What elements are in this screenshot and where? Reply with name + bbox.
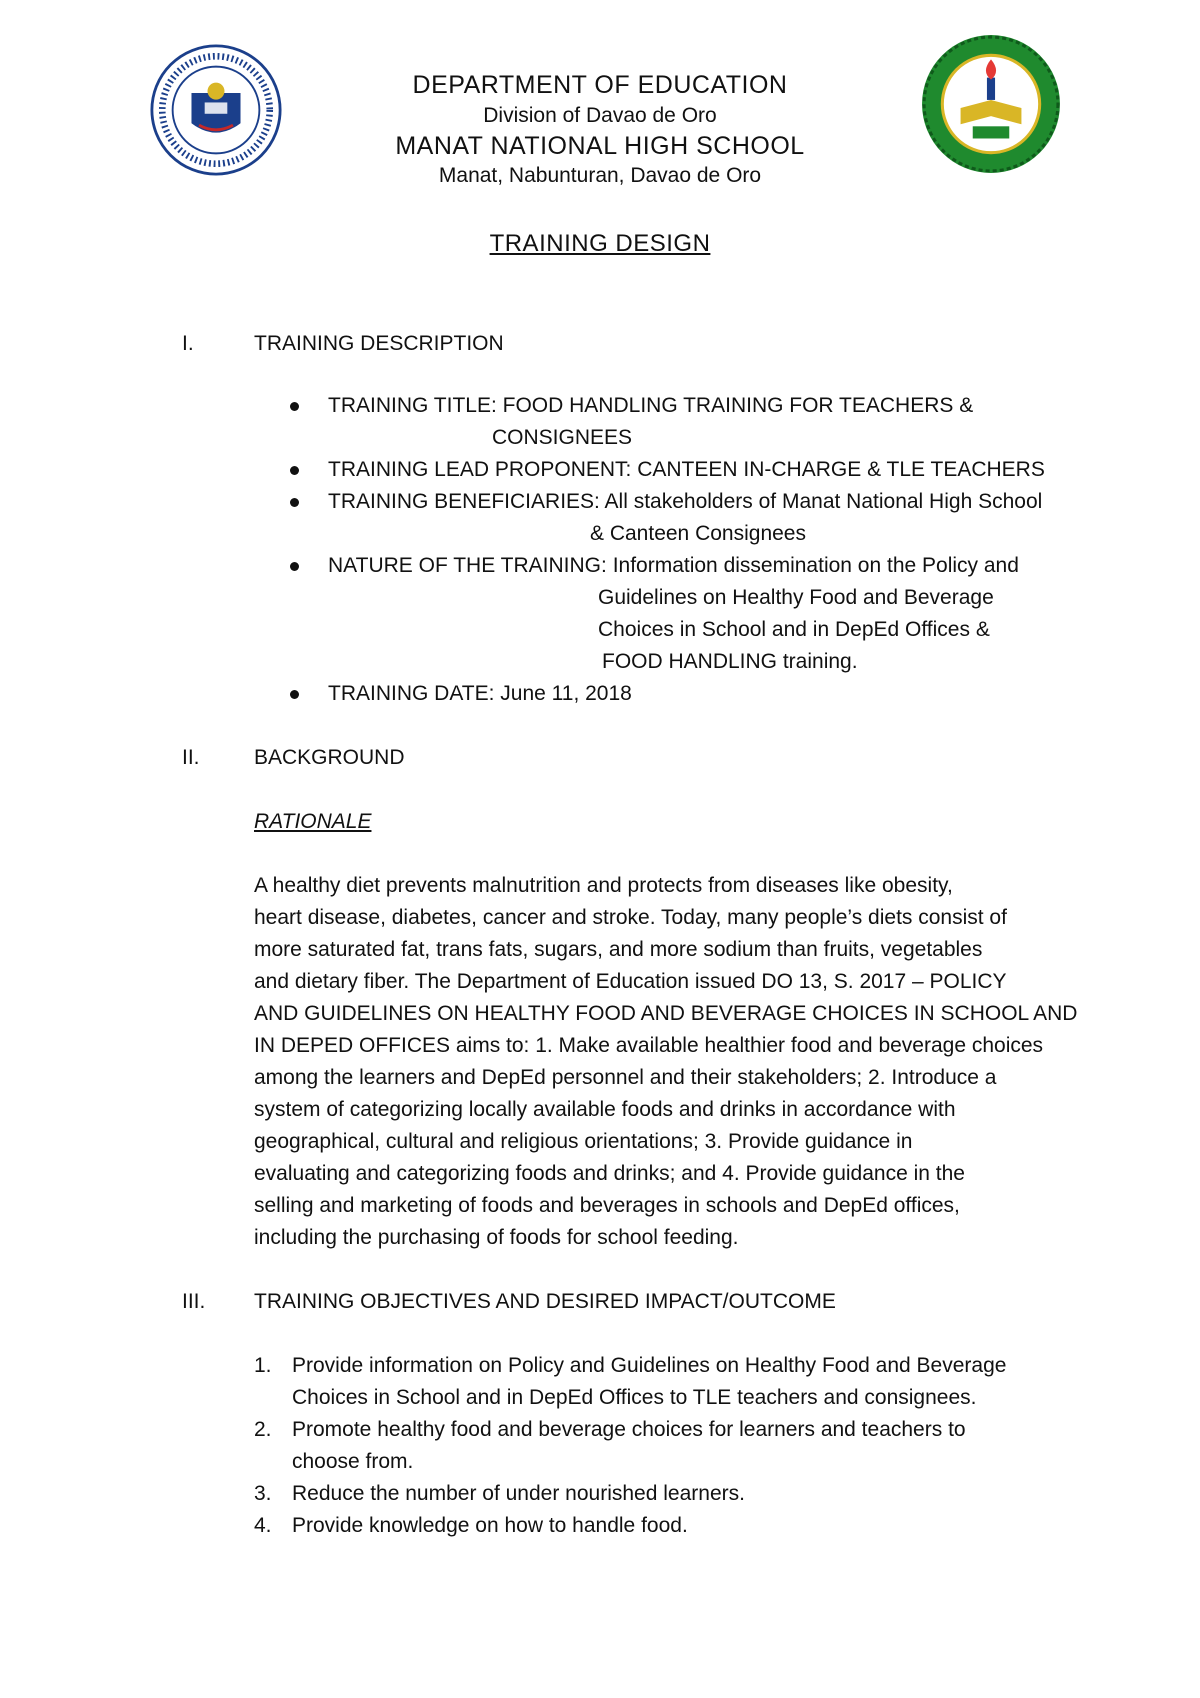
paragraph-line: evaluating and categorizing foods and drinks; and 4. Provide guidance in the xyxy=(254,1162,965,1185)
objectives-list xyxy=(254,1350,1094,1542)
objective-item xyxy=(254,1350,1094,1414)
section-title: TRAINING OBJECTIVES AND DESIRED IMPACT/OUTCOME xyxy=(254,1290,836,1313)
objective-line: Promote healthy food and beverage choices for learners and teachers to xyxy=(292,1418,966,1441)
bullet-line: & Canteen Consignees xyxy=(590,522,806,545)
bullet-line: TRAINING BENEFICIARIES: All stakeholders of Manat National High School xyxy=(328,490,1043,513)
objective-line: Reduce the number of under nourished learners. xyxy=(292,1482,745,1505)
bullet-icon xyxy=(290,690,299,699)
paragraph-line: selling and marketing of foods and beverages in schools and DepEd offices, xyxy=(254,1194,960,1217)
paragraph-line: geographical, cultural and religious orientations; 3. Provide guidance in xyxy=(254,1130,913,1153)
section-number: III. xyxy=(182,1290,206,1313)
section-number: II. xyxy=(182,746,200,769)
paragraph-line: among the learners and DepEd personnel and their stakeholders; 2. Introduce a xyxy=(254,1066,997,1089)
objective-item xyxy=(254,1478,1094,1510)
paragraph-line: more saturated fat, trans fats, sugars, and more sodium than fruits, vegetables xyxy=(254,938,983,961)
bullet-icon xyxy=(290,466,299,475)
paragraph-line: including the purchasing of foods for school feeding. xyxy=(254,1226,739,1249)
bullet-training-date xyxy=(288,678,1088,710)
bullet-icon xyxy=(290,562,299,571)
bullet-line: TRAINING DATE: June 11, 2018 xyxy=(328,682,632,705)
rationale-paragraph xyxy=(254,870,1094,1254)
section-number: I. xyxy=(182,332,194,355)
bullet-lead-proponent xyxy=(288,454,1088,486)
objective-number: 3. xyxy=(254,1482,272,1505)
bullet-line: FOOD HANDLING training. xyxy=(602,650,858,673)
objective-line: Choices in School and in DepEd Offices to TLE teachers and consignees. xyxy=(292,1386,977,1409)
letterhead xyxy=(300,68,900,190)
bullet-icon xyxy=(290,498,299,507)
section-title: BACKGROUND xyxy=(254,746,405,769)
paragraph-line: heart disease, diabetes, cancer and stroke. Today, many people’s diets consist of xyxy=(254,906,1007,929)
bullet-line: Guidelines on Healthy Food and Beverage xyxy=(598,586,994,609)
objective-number: 4. xyxy=(254,1514,272,1537)
objective-item xyxy=(254,1414,1094,1478)
objective-number: 1. xyxy=(254,1354,272,1377)
school-name: MANAT NATIONAL HIGH SCHOOL xyxy=(395,132,805,160)
paragraph-line: system of categorizing locally available foods and drinks in accordance with xyxy=(254,1098,956,1121)
bullet-line: TRAINING TITLE: FOOD HANDLING TRAINING FOR TEACHERS & xyxy=(328,394,974,417)
bullet-line: CONSIGNEES xyxy=(492,426,633,449)
division-name: Division of Davao de Oro xyxy=(483,104,717,127)
deped-seal-logo xyxy=(150,44,282,176)
paragraph-line: and dietary fiber. The Department of Education issued DO 13, S. 2017 – POLICY xyxy=(254,970,1007,993)
school-seal-logo xyxy=(920,33,1062,175)
school-address: Manat, Nabunturan, Davao de Oro xyxy=(438,164,762,187)
paragraph-line: IN DEPED OFFICES aims to: 1. Make available healthier food and beverage choices xyxy=(254,1034,1044,1057)
rationale-heading: RATIONALE xyxy=(254,810,372,833)
bullet-line: NATURE OF THE TRAINING: Information dissemination on the Policy and xyxy=(328,554,1019,577)
bullet-line: Choices in School and in DepEd Offices & xyxy=(598,618,990,641)
document-title: TRAINING DESIGN xyxy=(489,230,711,257)
paragraph-line: A healthy diet prevents malnutrition and protects from diseases like obesity, xyxy=(254,874,953,897)
bullet-beneficiaries xyxy=(288,486,1088,550)
bullet-nature xyxy=(288,550,1088,678)
bullet-training-title xyxy=(288,390,1088,454)
bullet-icon xyxy=(290,402,299,411)
objective-line: Provide knowledge on how to handle food. xyxy=(292,1514,688,1537)
objective-line: Provide information on Policy and Guidelines on Healthy Food and Beverage xyxy=(292,1354,1007,1377)
section-title: TRAINING DESCRIPTION xyxy=(254,332,504,355)
paragraph-line: AND GUIDELINES ON HEALTHY FOOD AND BEVERAGE CHOICES IN SCHOOL AND xyxy=(254,1002,1078,1025)
objective-item xyxy=(254,1510,1094,1542)
bullet-line: TRAINING LEAD PROPONENT: CANTEEN IN-CHARGE & TLE TEACHERS xyxy=(328,458,1045,481)
objective-number: 2. xyxy=(254,1418,272,1441)
objective-line: choose from. xyxy=(292,1450,414,1473)
department-name: DEPARTMENT OF EDUCATION xyxy=(412,71,788,99)
training-description-list xyxy=(288,390,1088,710)
